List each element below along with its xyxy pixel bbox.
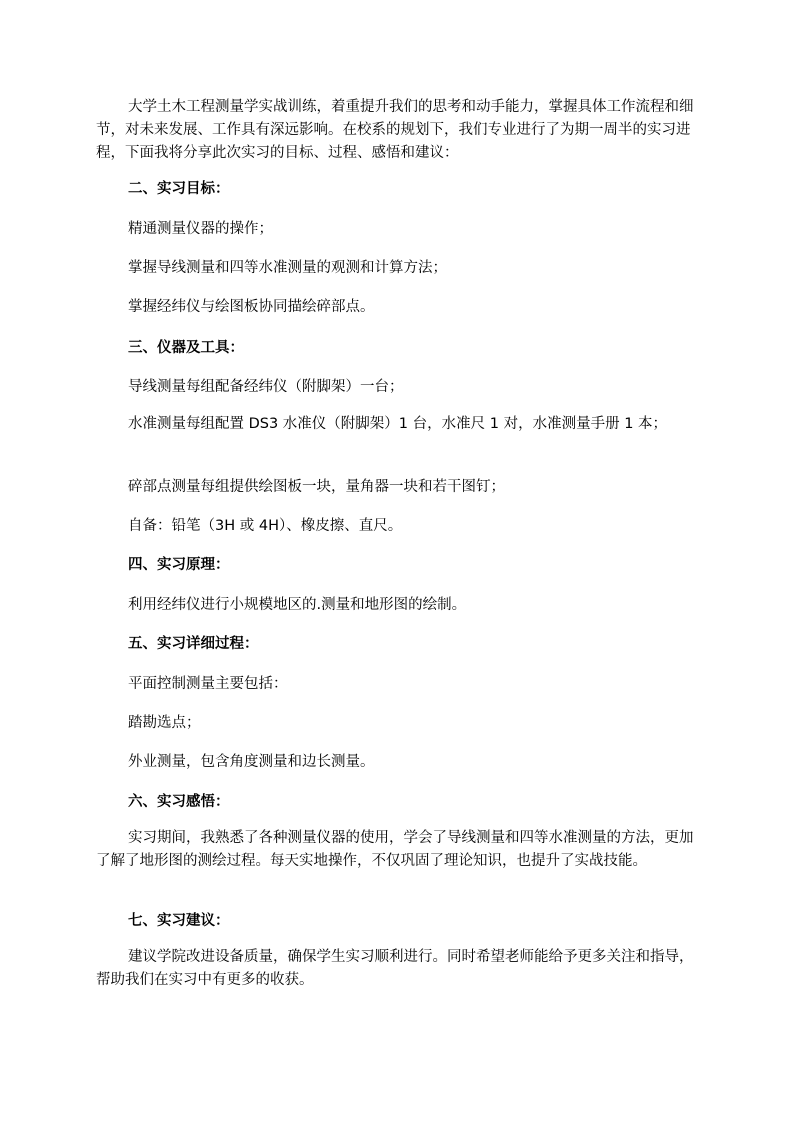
principle-item: 利用经纬仪进行小规模地区的.测量和地形图的绘制。 xyxy=(128,597,467,613)
process-item: 外业测量，包含角度测量和边长测量。 xyxy=(128,754,375,770)
section-heading-process: 五、实习详细过程： xyxy=(128,636,259,652)
tool-item: 碎部点测量每组提供绘图板一块，量角器一块和若干图钉； xyxy=(128,479,505,495)
tool-item: 导线测量每组配备经纬仪（附脚架）一台； xyxy=(128,379,404,395)
process-item: 踏勘选点； xyxy=(128,715,201,731)
section-heading-reflection: 六、实习感悟： xyxy=(128,794,230,810)
goal-item: 掌握经纬仪与绘图板协同描绘碎部点。 xyxy=(128,299,375,315)
tool-item: 自备：铅笔（3H 或 4H）、橡皮擦、直尺。 xyxy=(128,518,403,534)
suggestion-paragraph: 建议学院改进设备质量，确保学生实习顺利进行。同时希望老师能给予更多关注和指导，帮助我们在实习中有更多的收获。 xyxy=(96,949,694,988)
goal-item: 精通测量仪器的操作； xyxy=(128,221,273,237)
reflection-paragraph: 实习期间，我熟悉了各种测量仪器的使用，学会了导线测量和四等水准测量的方法，更加了解了地形图的测绘过程。每天实地操作，不仅巩固了理论知识，也提升了实战技能。 xyxy=(96,830,694,869)
section-heading-goals: 二、实习目标： xyxy=(128,181,230,197)
section-heading-tools: 三、仪器及工具： xyxy=(128,340,244,356)
goal-item: 掌握导线测量和四等水准测量的观测和计算方法； xyxy=(128,260,447,276)
section-heading-principle: 四、实习原理： xyxy=(128,557,230,573)
intro-paragraph: 大学土木工程测量学实战训练，着重提升我们的思考和动手能力，掌握具体工作流程和细节，对未来发展、工作具有深远影响。在校系的规划下，我们专业进行了为期一周半的实习进程，下面我将分享此次实习的目标、过程、感悟和建议： xyxy=(96,99,694,161)
section-heading-suggestions: 七、实习建议： xyxy=(128,913,230,929)
process-item: 平面控制测量主要包括： xyxy=(128,676,288,692)
tool-item: 水准测量每组配置 DS3 水准仪（附脚架）1 台，水准尺 1 对，水准测量手册 1 本； xyxy=(128,416,668,432)
